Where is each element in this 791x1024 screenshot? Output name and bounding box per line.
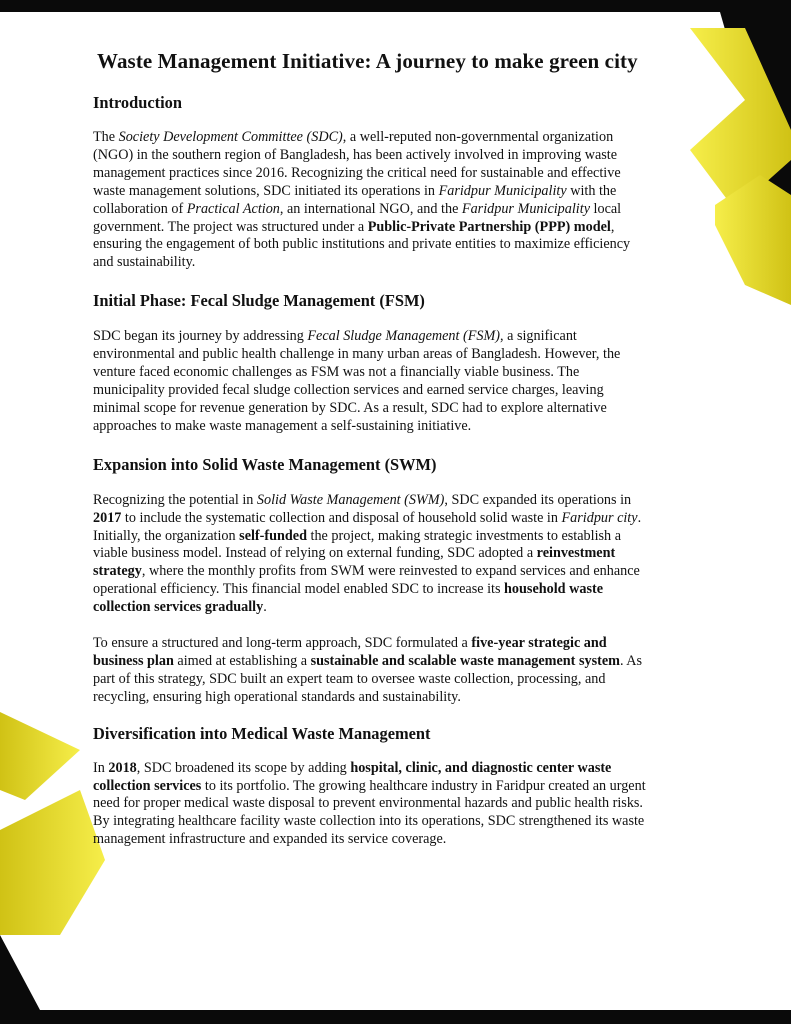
text-run: with the — [566, 182, 617, 199]
italic-text: Fecal Sludge Management (FSM) — [307, 328, 501, 345]
text-run: venture faced economic challenges as FSM was not a financially viable business. The — [93, 364, 580, 381]
italic-text: Faridpur city — [561, 509, 638, 526]
text-line — [93, 201, 693, 219]
bottom-left-chevron-upper — [0, 712, 80, 800]
text-run: and sustainability. — [93, 254, 196, 271]
text-run: minimal scope for revenue generation by SDC. As a result, SDC had to explore alternative — [93, 399, 607, 416]
text-line — [93, 236, 693, 254]
text-run: By integrating healthcare facility waste collection into its operations, SDC strengthened its waste — [93, 813, 645, 830]
text-run: (NGO) in the southern region of Bangladesh, has been actively involved in improving waste — [93, 146, 618, 163]
text-line — [93, 510, 693, 528]
text-run: environmental and public health challenge in many urban areas of Bangladesh. However, the — [93, 346, 621, 363]
paragraph-swm-2 — [93, 635, 693, 707]
text-line — [93, 760, 693, 778]
text-run: , SDC expanded its operations in — [444, 491, 632, 508]
bold-text: hospital, clinic, and diagnostic center waste — [350, 759, 612, 776]
text-run: to its portfolio. The growing healthcare industry in Faridpur created an urgent — [201, 777, 646, 794]
text-run: government. The project was structured under a — [93, 218, 368, 235]
text-line — [93, 346, 693, 364]
paragraph-introduction — [93, 129, 693, 272]
bottom-black-strip — [0, 1014, 791, 1024]
text-run: recycling, ensuring high operational standards and sustainability. — [93, 688, 461, 705]
text-line — [93, 563, 693, 581]
heading-introduction: Introduction — [93, 93, 182, 112]
text-line — [93, 418, 693, 436]
bold-text: self-funded — [239, 527, 307, 544]
bold-text: strategy — [93, 563, 142, 580]
page-title: Waste Management Initiative: A journey to make green city — [97, 49, 638, 73]
bottom-left-chevron-lower — [0, 790, 105, 935]
bold-text: sustainable and scalable waste management system — [310, 652, 620, 669]
text-run: . As — [619, 652, 643, 669]
bold-text: collection services gradually — [93, 599, 264, 616]
text-line — [93, 364, 693, 382]
heading-swm: Expansion into Solid Waste Management (SWM) — [93, 454, 437, 474]
heading-fsm: Initial Phase: Fecal Sludge Management (FSM) — [93, 291, 425, 311]
text-run: , a significant — [500, 328, 577, 345]
italic-text: Faridpur Municipality — [438, 182, 567, 199]
paragraph-fsm — [93, 328, 693, 435]
text-run: , SDC broadened its scope by adding — [136, 759, 351, 776]
paragraph-swm-1 — [93, 492, 693, 617]
text-run: aimed at establishing a — [173, 652, 311, 669]
text-run: , — [610, 218, 615, 235]
text-line — [93, 599, 693, 617]
bold-text: Public-Private Partnership (PPP) model — [367, 218, 611, 235]
text-run: To ensure a structured and long-term approach, SDC formulated a — [93, 635, 472, 652]
italic-text: Practical Action — [186, 200, 280, 217]
text-run: local — [590, 200, 622, 217]
text-run: , an international NGO, and the — [279, 200, 462, 217]
text-run: the project, making strategic investments to establish a — [306, 527, 621, 544]
text-line — [93, 671, 693, 689]
text-line — [93, 813, 693, 831]
text-line — [93, 147, 693, 165]
bold-text: business plan — [93, 652, 174, 669]
text-run: , a well-reputed non-governmental organization — [342, 129, 614, 145]
bold-text: five-year strategic and — [471, 635, 607, 652]
bottom-black-band — [0, 935, 791, 1024]
text-run: part of this strategy, SDC built an expert team to oversee waste collection, processing, and — [93, 670, 606, 687]
text-run: waste management solutions, SDC initiated its operations in — [93, 182, 439, 199]
paragraph-medical-waste — [93, 760, 693, 850]
text-run: viable business model. Instead of relying on external funding, SDC adopted a — [93, 545, 537, 562]
bold-text: 2018 — [108, 759, 137, 776]
text-line — [93, 183, 693, 201]
text-line — [93, 328, 693, 346]
text-run: ensuring the engagement of both public institutions and private entities to maximize efficiency — [93, 236, 631, 253]
text-line — [93, 528, 693, 546]
text-run: municipality provided fecal sludge collection services and earned service charges, leaving — [93, 381, 604, 398]
italic-text: Solid Waste Management (SWM) — [256, 491, 445, 508]
text-run: collaboration of — [93, 200, 187, 217]
text-run: Initially, the organization — [93, 527, 240, 544]
text-run: operational efficiency. This financial model enabled SDC to increase its — [93, 581, 505, 598]
text-line — [93, 778, 693, 796]
text-line — [93, 129, 693, 147]
text-run: approaches to make waste management a self-sustaining initiative. — [93, 417, 472, 434]
text-line — [93, 254, 693, 272]
italic-text: Society Development Committee (SDC) — [118, 129, 343, 145]
document-body — [93, 44, 693, 849]
bold-text: reinvestment — [536, 545, 616, 562]
text-run: to include the systematic collection and disposal of household solid waste in — [121, 509, 562, 526]
text-run: The — [93, 129, 119, 145]
text-line — [93, 581, 693, 599]
text-line — [93, 382, 693, 400]
text-line — [93, 653, 693, 671]
text-line — [93, 831, 693, 849]
text-run: Recognizing the potential in — [93, 491, 257, 508]
text-run: In — [93, 759, 109, 776]
text-line — [93, 492, 693, 510]
text-run: management practices since 2016. Recognizing the critical need for sustainable and effective — [93, 164, 621, 181]
text-run: need for proper medical waste disposal to prevent environmental hazards and public health risks. — [93, 795, 643, 812]
text-line — [93, 795, 693, 813]
bold-text: 2017 — [93, 509, 122, 526]
bold-text: household waste — [504, 581, 603, 598]
text-line — [93, 635, 693, 653]
text-run: , where the monthly profits from SWM were reinvested to expand services and enhance — [141, 563, 640, 580]
bold-text: collection services — [93, 777, 202, 794]
text-line — [93, 400, 693, 418]
text-line — [93, 689, 693, 707]
text-line — [93, 165, 693, 183]
text-run: SDC began its journey by addressing — [93, 328, 308, 345]
text-run: . — [263, 599, 267, 616]
text-line — [93, 219, 693, 237]
heading-medical-waste: Diversification into Medical Waste Management — [93, 723, 431, 743]
italic-text: Faridpur Municipality — [461, 200, 590, 217]
text-run: management infrastructure and expanded its service coverage. — [93, 831, 447, 848]
text-line — [93, 545, 693, 563]
text-run: . — [637, 509, 642, 526]
